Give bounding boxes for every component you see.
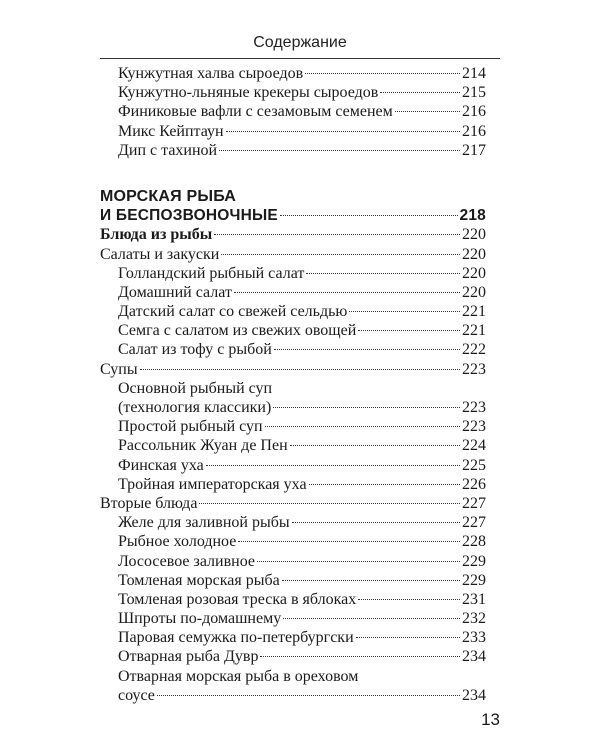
toc-entry: Простой рыбный суп 223	[118, 418, 486, 436]
toc-entry: Дип с тахиной 217	[118, 141, 486, 159]
running-head: Содержание	[253, 34, 347, 51]
toc-group: Супы 223	[100, 360, 486, 378]
toc-group: Вторые блюда 227	[100, 494, 486, 512]
toc-entry: Паровая семужка по-петербургски 233	[118, 629, 486, 647]
toc-group: Салаты и закуски 220	[100, 245, 486, 263]
section-heading: И БЕСПОЗВОНОЧНЫЕ 218	[100, 207, 486, 225]
toc-entry: Рыбное холодное 228	[118, 533, 486, 551]
toc-entry: Датский салат со свежей сельдью 221	[118, 303, 486, 321]
toc-entry: Рассольник Жуан де Пен 224	[118, 437, 486, 455]
toc-entry: Микс Кейптаун 216	[118, 122, 486, 140]
toc-entry-line1: Основной рыбный суп	[118, 379, 273, 397]
toc-subsection: Блюда из рыбы 220	[100, 226, 486, 244]
table-of-contents	[100, 64, 486, 705]
toc-entry: Голландский рыбный салат 220	[118, 264, 486, 282]
page-number: 13	[481, 710, 500, 729]
toc-entry: Томленая розовая треска в яблоках 231	[118, 590, 486, 608]
toc-entry: (технология классики) 223	[118, 399, 486, 416]
section-heading-line1: МОРСКАЯ РЫБА	[100, 187, 237, 205]
header-rule	[100, 58, 500, 59]
toc-entry: соусе 234	[118, 686, 486, 704]
toc-entry: Отварная рыба Дувр 234	[118, 648, 486, 666]
toc-entry-line1: Отварная морская рыба в ореховом	[118, 667, 359, 685]
toc-entry: Томленая морская рыба 229	[118, 571, 486, 589]
toc-entry: Шпроты по-домашнему 232	[118, 610, 486, 628]
toc-entry: Желе для заливной рыбы 227	[118, 514, 486, 532]
toc-entry: Лососевое заливное 229	[118, 552, 486, 570]
toc-entry: Салат из тофу с рыбой 222	[118, 341, 486, 359]
toc-entry: Кунжутная халва сыроедов 214	[118, 65, 486, 82]
toc-entry: Финиковые вафли с сезамовым семенем 216	[118, 103, 486, 121]
toc-entry: Кунжутно-льняные крекеры сыроедов 215	[118, 84, 486, 102]
toc-entry: Финская уха 225	[118, 456, 486, 474]
toc-entry: Семга с салатом из свежих овощей 221	[118, 322, 486, 340]
toc-entry: Домашний салат 220	[118, 283, 486, 301]
toc-entry: Тройная императорская уха 226	[118, 475, 486, 493]
